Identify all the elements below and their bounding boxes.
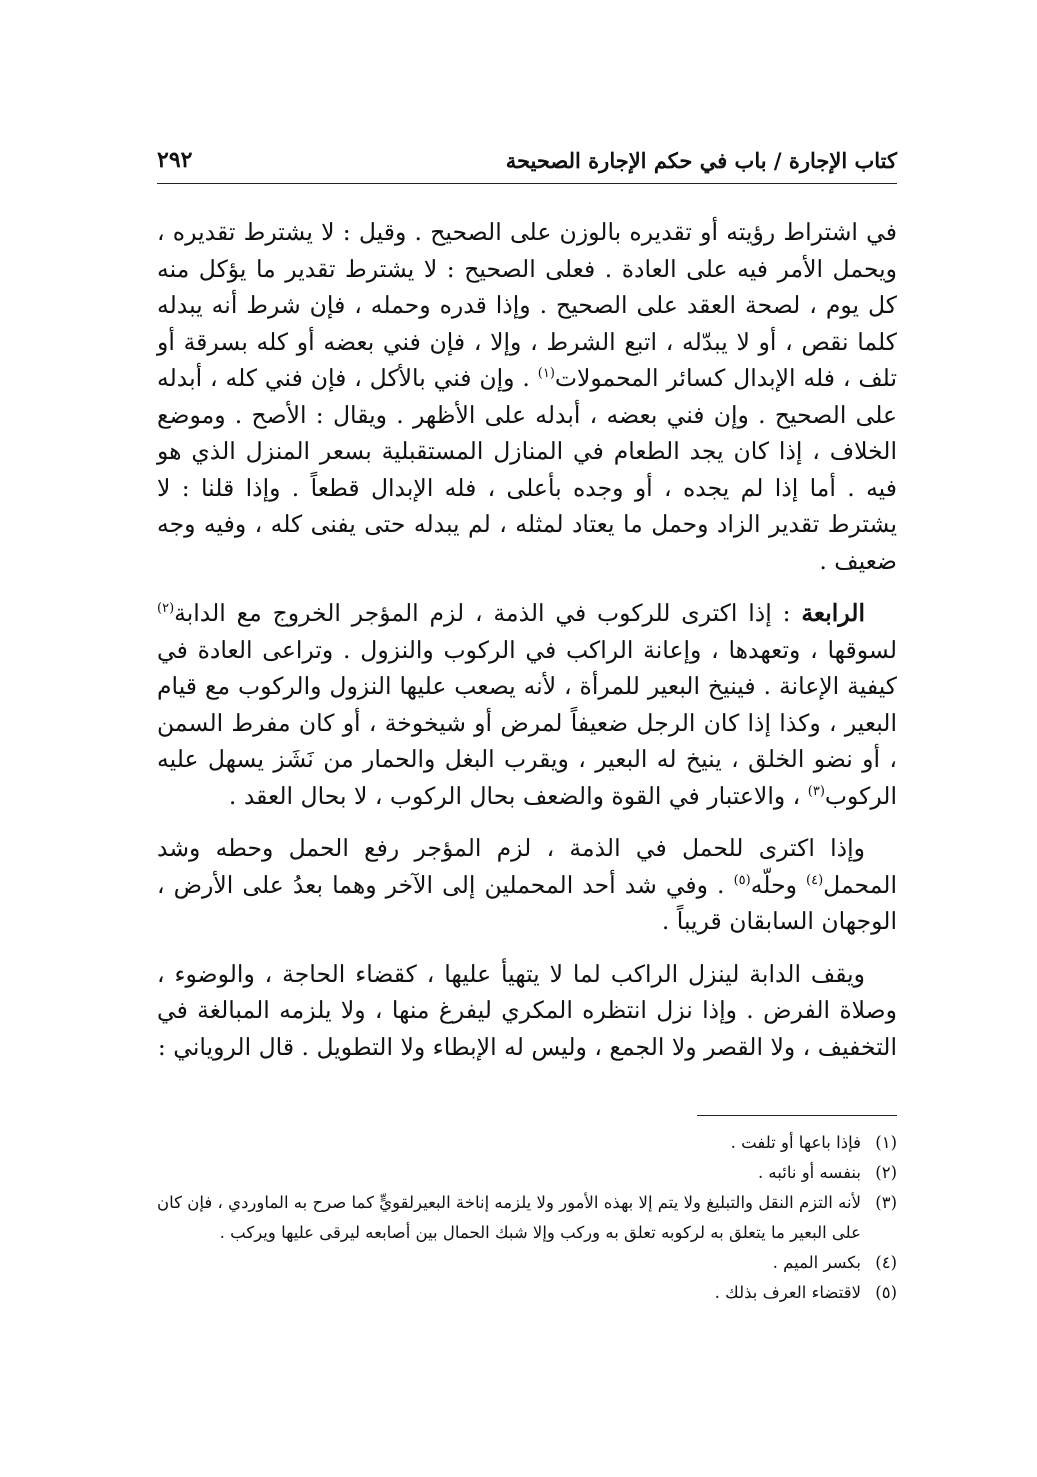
paragraph-3 (157, 830, 897, 940)
paragraph-2 (157, 595, 897, 814)
paragraph-1-text-b: . وإن فني بالأكل ، فإن فني كله ، أبدله على الصحيح . وإن فني بعضه ، أبدله على الأظهر . ويقال : الأصح . وموضع الخلاف ، إذا كان يجد الطعام في المنازل المستقبلية بسعر المنزل الذي هو فيه . أما إذا لم يجده ، أو وجده بأعلى ، فله الإبدال قطعاً . وإذا قلنا : لا يشترط تقدير الزاد وحمل ما يعتاد لمثله ، لم يبدله حتى يفنى كله ، وفيه وجه ضعيف . (157, 364, 897, 575)
footnote (157, 1158, 897, 1188)
paragraph-3-text-c: . وفي شد أحد المحملين إلى الآخر وهما بعدُ على الأرض ، الوجهان السابقان قريباً . (157, 870, 897, 935)
paragraph-2-lead: الرابعة (801, 599, 865, 627)
footnote-number: (٤) (875, 1253, 897, 1272)
paragraph-2-text-a: : إذا اكترى للركوب في الذمة ، لزم المؤجر الخروج مع الدابة (174, 599, 802, 627)
footnote-number: (٢) (875, 1163, 897, 1182)
paragraph-4 (157, 956, 897, 1066)
paragraph-2-text-b: لسوقها ، وتعهدها ، وإعانة الراكب في الركوب والنزول . وتراعى العادة في كيفية الإعانة . فينيخ البعير للمرأة ، لأنه يصعب عليها النزول والركوب مع قيام البعير ، وكذا إذا كان الرجل ضعيفاً لمرض أو شيخوخة ، أو كان مفرط السمن ، أو نضو الخلق ، ينيخ له البعير ، ويقرب البغل والحمار من نَشَز يسهل عليه الركوب (157, 635, 897, 810)
footnote-text: فإذا باعها أو تلفت . (730, 1133, 861, 1152)
footnote-ref-3: (٣) (807, 783, 825, 799)
footnote-rule (697, 1115, 897, 1116)
running-title: كتاب الإجارة / باب في حكم الإجارة الصحيحة (505, 147, 897, 173)
footnote (157, 1278, 897, 1308)
footnote-ref-4: (٤) (806, 872, 824, 888)
footnote-number: (١) (875, 1133, 897, 1152)
footnotes (157, 1128, 897, 1308)
footnote-text: لأنه التزم النقل والتبليغ ولا يتم إلا بهذه الأمور ولا يلزمه إناخة البعيرلقويٍّ كما صرح به الماوردي ، فإن كان على البعير ما يتعلق به لركوبه تعلق به وركب وإلا شبك الحمال بين أصابعه ليرقى عليها ويركب . (157, 1193, 861, 1242)
footnote (157, 1248, 897, 1278)
footnote-text: بكسر الميم . (772, 1253, 861, 1272)
footnote-number: (٥) (875, 1283, 897, 1302)
paragraph-1-text-a: في اشتراط رؤيته أو تقديره بالوزن على الصحيح . وقيل : لا يشترط تقديره ، ويحمل الأمر فيه على العادة . فعلى الصحيح : لا يشترط تقدير ما يؤكل منه كل يوم ، لصحة العقد على الصحيح . وإذا قدره وحمله ، فإن شرط أنه يبدله كلما نقص ، أو لا يبدّله ، اتبع الشرط ، وإلا ، فإن فني بعضه أو كله بسرقة أو تلف ، فله الإبدال كسائر المحمولات (157, 218, 897, 392)
footnote-ref-5: (٥) (733, 872, 751, 888)
footnote (157, 1188, 897, 1248)
paragraph-3-text-b: وحلّه (750, 870, 807, 899)
paragraph-1 (157, 214, 897, 579)
footnote-text: لاقتضاء العرف بذلك . (714, 1283, 861, 1302)
footnote-text: بنفسه أو نائبه . (757, 1163, 861, 1182)
footnote-number: (٣) (875, 1193, 897, 1212)
footnote (157, 1128, 897, 1158)
main-text (157, 214, 897, 1081)
paragraph-4-text: ويقف الدابة لينزل الراكب لما لا يتهيأ عليها ، كقضاء الحاجة ، والوضوء ، وصلاة الفرض . وإذا نزل انتظره المكري ليفرغ منها ، ولا يلزمه المبالغة في التخفيف ، ولا القصر ولا الجمع ، وليس له الإبطاء ولا التطويل . قال الروياني : (157, 959, 897, 1061)
footnote-ref-1: (١) (537, 366, 555, 382)
page-number: ٢٩٢ (157, 147, 193, 173)
paragraph-3-text-a: وإذا اكترى للحمل في الذمة ، لزم المؤجر رفع الحمل وحطه وشد المحمل (157, 834, 897, 899)
footnote-ref-2: (٢) (157, 601, 175, 617)
paragraph-2-text-c: ، والاعتبار في القوة والضعف بحال الركوب ، لا بحال العقد . (228, 781, 808, 810)
header-rule (157, 183, 897, 184)
running-header (157, 140, 897, 180)
